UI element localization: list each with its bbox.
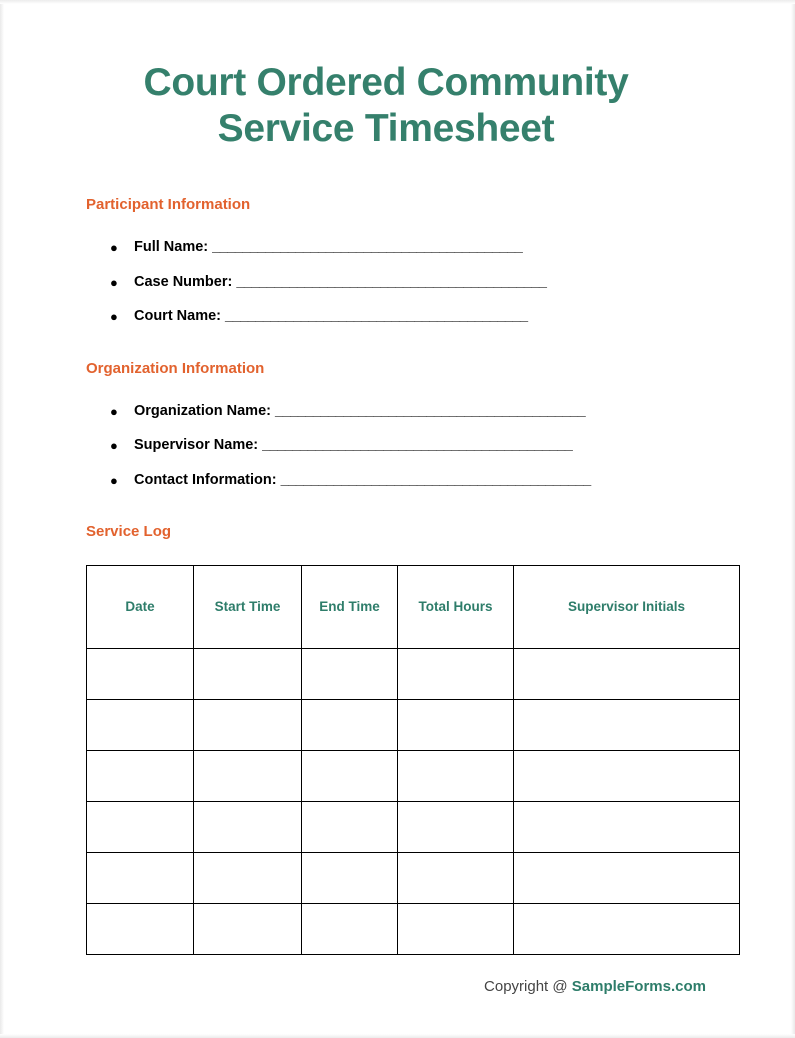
cell-total-hours[interactable] bbox=[398, 802, 514, 853]
participant-field-list bbox=[86, 240, 706, 324]
cell-date[interactable] bbox=[87, 802, 194, 853]
copyright-text: Copyright @ bbox=[484, 978, 568, 995]
brand-link[interactable]: SampleForms.com bbox=[571, 978, 706, 995]
table-row bbox=[87, 649, 740, 700]
page-edge-top bbox=[0, 0, 795, 4]
cell-supervisor-initials[interactable] bbox=[514, 751, 740, 802]
cell-date[interactable] bbox=[87, 751, 194, 802]
cell-supervisor-initials[interactable] bbox=[514, 802, 740, 853]
table-row bbox=[87, 904, 740, 955]
table-header-row bbox=[87, 566, 740, 649]
section-heading-participant-information: Participant Information bbox=[86, 196, 251, 214]
page-edge-bottom bbox=[0, 1034, 795, 1038]
service-log-table-header bbox=[87, 566, 740, 649]
table-row bbox=[87, 802, 740, 853]
organization-field-list bbox=[86, 404, 706, 488]
page-title: Court Ordered Community Service Timesheet bbox=[143, 61, 629, 151]
field-label: Contact Information: bbox=[134, 471, 277, 488]
cell-supervisor-initials[interactable] bbox=[514, 853, 740, 904]
page-edge-right bbox=[791, 0, 795, 1038]
cell-end-time[interactable] bbox=[302, 802, 398, 853]
cell-end-time[interactable] bbox=[302, 751, 398, 802]
section-heading-organization-information: Organization Information bbox=[86, 359, 265, 377]
column-header-date: Date bbox=[87, 566, 194, 649]
field-court-name bbox=[86, 309, 706, 324]
cell-start-time[interactable] bbox=[194, 700, 302, 751]
table-row bbox=[87, 853, 740, 904]
field-full-name bbox=[86, 240, 706, 255]
cell-end-time[interactable] bbox=[302, 904, 398, 955]
bullet-icon: ● bbox=[110, 403, 118, 419]
field-label: Supervisor Name: bbox=[134, 437, 259, 454]
field-label: Court Name: bbox=[134, 308, 222, 325]
cell-start-time[interactable] bbox=[194, 853, 302, 904]
page-edge-left bbox=[0, 0, 4, 1038]
field-blank-rule[interactable]: _________________________________________ bbox=[212, 239, 523, 256]
document-content bbox=[86, 60, 706, 955]
cell-supervisor-initials[interactable] bbox=[514, 700, 740, 751]
field-label: Case Number: bbox=[134, 273, 233, 290]
field-label: Full Name: bbox=[134, 239, 209, 256]
footer bbox=[86, 978, 706, 995]
column-header-supervisor-initials: Supervisor Initials bbox=[514, 566, 740, 649]
cell-total-hours[interactable] bbox=[398, 904, 514, 955]
cell-end-time[interactable] bbox=[302, 853, 398, 904]
field-blank-rule[interactable]: ________________________________________ bbox=[225, 308, 528, 325]
field-blank-rule[interactable]: _________________________________________ bbox=[280, 471, 591, 488]
service-log-table-body bbox=[87, 649, 740, 955]
cell-end-time[interactable] bbox=[302, 649, 398, 700]
cell-date[interactable] bbox=[87, 700, 194, 751]
cell-start-time[interactable] bbox=[194, 904, 302, 955]
cell-total-hours[interactable] bbox=[398, 700, 514, 751]
bullet-icon: ● bbox=[110, 438, 118, 454]
table-row bbox=[87, 700, 740, 751]
field-organization-name bbox=[86, 404, 706, 419]
cell-end-time[interactable] bbox=[302, 700, 398, 751]
cell-start-time[interactable] bbox=[194, 751, 302, 802]
cell-date[interactable] bbox=[87, 853, 194, 904]
service-log-table bbox=[86, 565, 740, 955]
section-heading-service-log: Service Log bbox=[86, 523, 172, 541]
column-header-start-time: Start Time bbox=[194, 566, 302, 649]
cell-date[interactable] bbox=[87, 649, 194, 700]
table-row bbox=[87, 751, 740, 802]
field-supervisor-name bbox=[86, 438, 706, 453]
cell-total-hours[interactable] bbox=[398, 649, 514, 700]
cell-supervisor-initials[interactable] bbox=[514, 649, 740, 700]
cell-start-time[interactable] bbox=[194, 802, 302, 853]
field-case-number bbox=[86, 275, 706, 290]
bullet-icon: ● bbox=[110, 309, 118, 325]
bullet-icon: ● bbox=[110, 240, 118, 256]
bullet-icon: ● bbox=[110, 472, 118, 488]
column-header-end-time: End Time bbox=[302, 566, 398, 649]
field-blank-rule[interactable]: _________________________________________ bbox=[262, 437, 573, 454]
field-blank-rule[interactable]: _________________________________________ bbox=[236, 273, 547, 290]
cell-start-time[interactable] bbox=[194, 649, 302, 700]
field-contact-information bbox=[86, 473, 706, 488]
column-header-total-hours: Total Hours bbox=[398, 566, 514, 649]
cell-date[interactable] bbox=[87, 904, 194, 955]
field-blank-rule[interactable]: _________________________________________ bbox=[275, 402, 586, 419]
cell-total-hours[interactable] bbox=[398, 751, 514, 802]
bullet-icon: ● bbox=[110, 274, 118, 290]
cell-total-hours[interactable] bbox=[398, 853, 514, 904]
field-label: Organization Name: bbox=[134, 402, 271, 419]
cell-supervisor-initials[interactable] bbox=[514, 904, 740, 955]
